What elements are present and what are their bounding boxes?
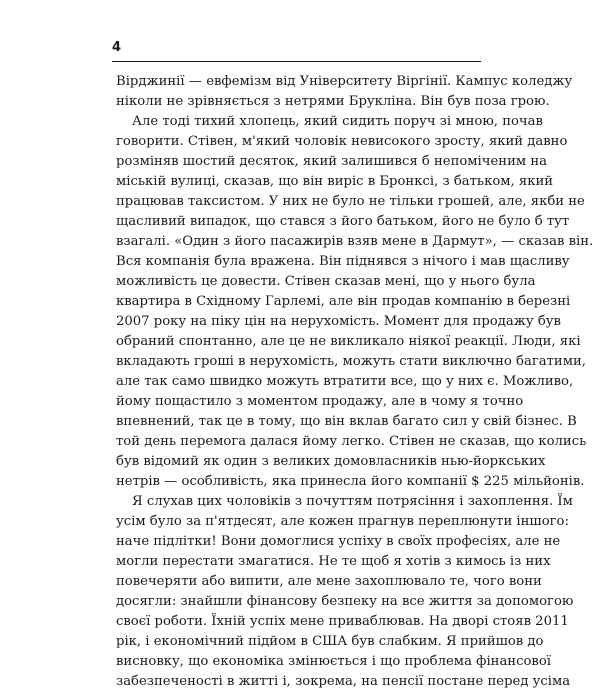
page-number: 4 xyxy=(112,40,122,55)
text-line: міській вулиці, сказав, що він виріс в Бронксі, з батьком, який xyxy=(116,174,554,189)
paragraph xyxy=(116,72,573,112)
text-line: Вся компанія була вражена. Він піднявся з нічого і мав щасливу xyxy=(116,254,570,269)
text-line: забезпеченості в житті і, зокрема, на пенсії постане перед усіма xyxy=(116,674,571,689)
text-line: але так само швидко можуть втратити все, що у них є. Можливо, xyxy=(116,374,574,389)
text-line: Вірджинії — евфемізм від Університету Віргінії. Кампус коледжу xyxy=(116,74,573,89)
text-line: своєї роботи. Їхній успіх мене приваблював. На дворі стояв 2011 xyxy=(116,614,569,629)
text-line: розміняв шостий десяток, який залишився б непоміченим на xyxy=(116,154,547,169)
body-text xyxy=(116,72,594,692)
text-line: говорити. Стівен, м'який чоловік невисокого зросту, який давно xyxy=(116,134,568,149)
text-line: усім було за п'ятдесят, але кожен прагнув переплюнути іншого: xyxy=(116,514,569,529)
text-line: впевнений, так це в тому, що він вклав багато сил у свій бізнес. В xyxy=(116,414,577,429)
text-line: взагалі. «Один з його пасажирів взяв мене в Дармут», — сказав він. xyxy=(116,234,594,249)
text-line: могли перестати змагатися. Не те щоб я хотів з кимось із них xyxy=(116,554,551,569)
text-line: працював таксистом. У них не було не тільки грошей, але, якби не xyxy=(116,194,585,209)
text-line: квартира в Східному Гарлемі, але він продав компанію в березні xyxy=(116,294,571,309)
text-line: був відомий як один з великих домовласників нью-йоркських xyxy=(116,454,546,469)
text-line: рік, і економічний підйом в США був слабким. Я прийшов до xyxy=(116,634,544,649)
text-line: Але тоді тихий хлопець, який сидить поруч зі мною, почав xyxy=(132,114,543,129)
text-line: той день перемога далася йому легко. Стівен не сказав, що колись xyxy=(116,434,587,449)
header-rule xyxy=(112,61,481,62)
text-line: Я слухав цих чоловіків з почуттям потрясіння і захоплення. Їм xyxy=(132,494,573,509)
text-line: щасливий випадок, що стався з його батьком, його не було б тут xyxy=(116,214,570,229)
paragraph xyxy=(116,492,574,692)
text-line: висновку, що економіка змінюється і що проблема фінансової xyxy=(116,654,552,669)
text-line: ніколи не зрівняється з нетрями Брукліна. Він був поза грою. xyxy=(116,94,550,109)
text-line: досягли: знайшли фінансову безпеку на все життя за допомогою xyxy=(116,594,574,609)
text-line: йому пощастило з моментом продажу, але в чому я точно xyxy=(116,394,524,409)
text-line: 2007 року на піку цін на нерухомість. Момент для продажу був xyxy=(116,314,561,329)
text-line: наче підлітки! Вони домоглися успіху в своїх професіях, але не xyxy=(116,534,561,549)
text-line: нетрів — особливість, яка принесла його компанії $ 225 мільйонів. xyxy=(116,474,585,489)
text-line: вкладають гроші в нерухомість, можуть стати виключно багатими, xyxy=(116,354,586,369)
paragraph xyxy=(116,112,594,492)
text-line: обраний спонтанно, але це не викликало ніякої реакції. Люди, які xyxy=(116,334,581,349)
text-line: можливість це довести. Стівен сказав мені, що у нього була xyxy=(116,274,536,289)
text-line: повечеряти або випити, але мене захоплювало те, чого вони xyxy=(116,574,542,589)
